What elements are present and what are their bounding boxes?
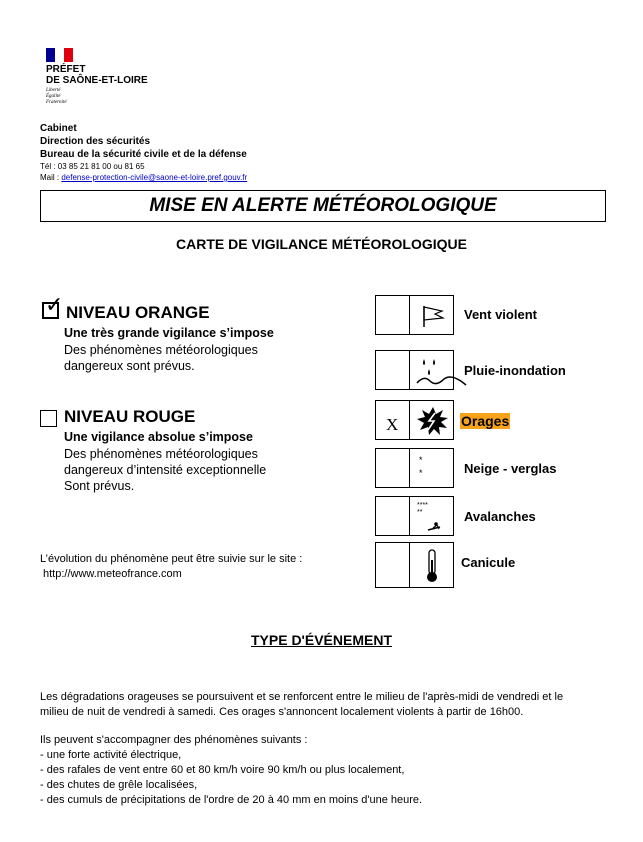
office-bureau: Bureau de la sécurité civile et de la défense (40, 149, 247, 160)
storm-icon-cell (409, 400, 454, 440)
storm-label-highlight: Orages (461, 413, 510, 429)
checkmark-icon: ✓ (45, 292, 64, 317)
office-cabinet: Cabinet (40, 123, 77, 134)
wind-icon-cell (409, 295, 454, 335)
phenomenon-heatwave: Canicule (461, 555, 516, 570)
rain-mark-cell[interactable] (375, 350, 410, 390)
list-item: - une forte activité électrique, (40, 749, 182, 761)
phenomenon-rain-flood: Pluie-inondation (464, 363, 566, 378)
avalanche-icon: **** ** (417, 502, 428, 516)
orange-level-title: NIVEAU ORANGE (66, 303, 210, 322)
rain-flood-icon (414, 355, 469, 389)
meteofrance-link[interactable]: http://www.meteofrance.com (43, 568, 182, 580)
list-item: - des rafales de vent entre 60 et 80 km/h voire 90 km/h ou plus localement, (40, 764, 405, 776)
list-item: - des cumuls de précipitations de l'ordre de 20 à 40 mm en moins d'une heure. (40, 794, 423, 806)
wind-flag-icon (418, 302, 448, 330)
phenomenon-wind: Vent violent (464, 307, 537, 322)
thermometer-icon (424, 548, 440, 584)
orange-level-subtitle: Une très grande vigilance s’impose (64, 326, 274, 340)
selected-x-mark: X (386, 415, 399, 434)
wind-mark-cell[interactable] (375, 295, 410, 335)
office-mail: Mail : defense-protection-civile@saone-et-loire.pref.gouv.fr (40, 173, 248, 182)
event-list-intro: Ils peuvent s'accompagner des phénomènes suivants : (40, 734, 308, 746)
thunderstorm-icon (416, 406, 450, 436)
avalanche-skier-icon (424, 521, 444, 533)
carte-title: CARTE DE VIGILANCE MÉTÉOROLOGIQUE (176, 236, 467, 252)
heat-mark-cell[interactable] (375, 542, 410, 588)
prefecture-name: PRÉFET DE SAÔNE-ET-LOIRE (46, 64, 148, 86)
rain-icon-cell (409, 350, 454, 390)
republic-flag-icon (46, 48, 74, 62)
title-box (40, 190, 606, 222)
red-level-description: Des phénomènes météorologiques dangereux d’intensité exceptionnelle Sont prévus. (64, 447, 267, 493)
office-block (40, 122, 247, 161)
follow-info: L’évolution du phénomène peut être suivie sur le site : http://www.meteofrance.com (40, 553, 303, 580)
phenomenon-snow-ice: Neige - verglas (464, 461, 557, 476)
republic-motto: Liberté Égalité Fraternité (46, 88, 67, 105)
snow-icon: * * (419, 455, 423, 478)
heat-icon-cell (409, 542, 454, 588)
snow-icon-cell (409, 448, 454, 488)
avalanche-mark-cell[interactable] (375, 496, 410, 536)
event-paragraph-1: Les dégradations orageuses se poursuivent et se renforcent entre le milieu de l'après-midi de vendredi et le milieu de nuit de vendredi à samedi. Ces orages s'annoncent localement violents à partir de 16h00. (40, 691, 564, 718)
phenomenon-storm (460, 413, 510, 429)
storm-mark-cell[interactable] (375, 400, 410, 440)
page-title: MISE EN ALERTE MÉTÉOROLOGIQUE (149, 195, 497, 216)
avalanche-icon-cell (409, 496, 454, 536)
red-level-subtitle: Une vigilance absolue s’impose (64, 430, 253, 444)
office-phone: Tél : 03 85 21 81 00 ou 81 65 (40, 162, 145, 171)
red-level-checkbox[interactable] (40, 410, 57, 427)
phenomenon-avalanche: Avalanches (464, 509, 536, 524)
orange-level-checkbox[interactable] (42, 292, 64, 319)
orange-level-description: Des phénomènes météorologiques dangereux sont prévus. (64, 343, 258, 373)
office-direction: Direction des sécurités (40, 136, 151, 147)
mail-link[interactable]: defense-protection-civile@saone-et-loire.pref.gouv.fr (61, 173, 248, 182)
event-type-title: TYPE D'ÉVÉNEMENT (250, 632, 393, 648)
event-phenomena-list (40, 733, 630, 808)
list-item: - des chutes de grêle localisées, (40, 779, 198, 791)
snow-mark-cell[interactable] (375, 448, 410, 488)
red-level-title: NIVEAU ROUGE (64, 407, 196, 426)
